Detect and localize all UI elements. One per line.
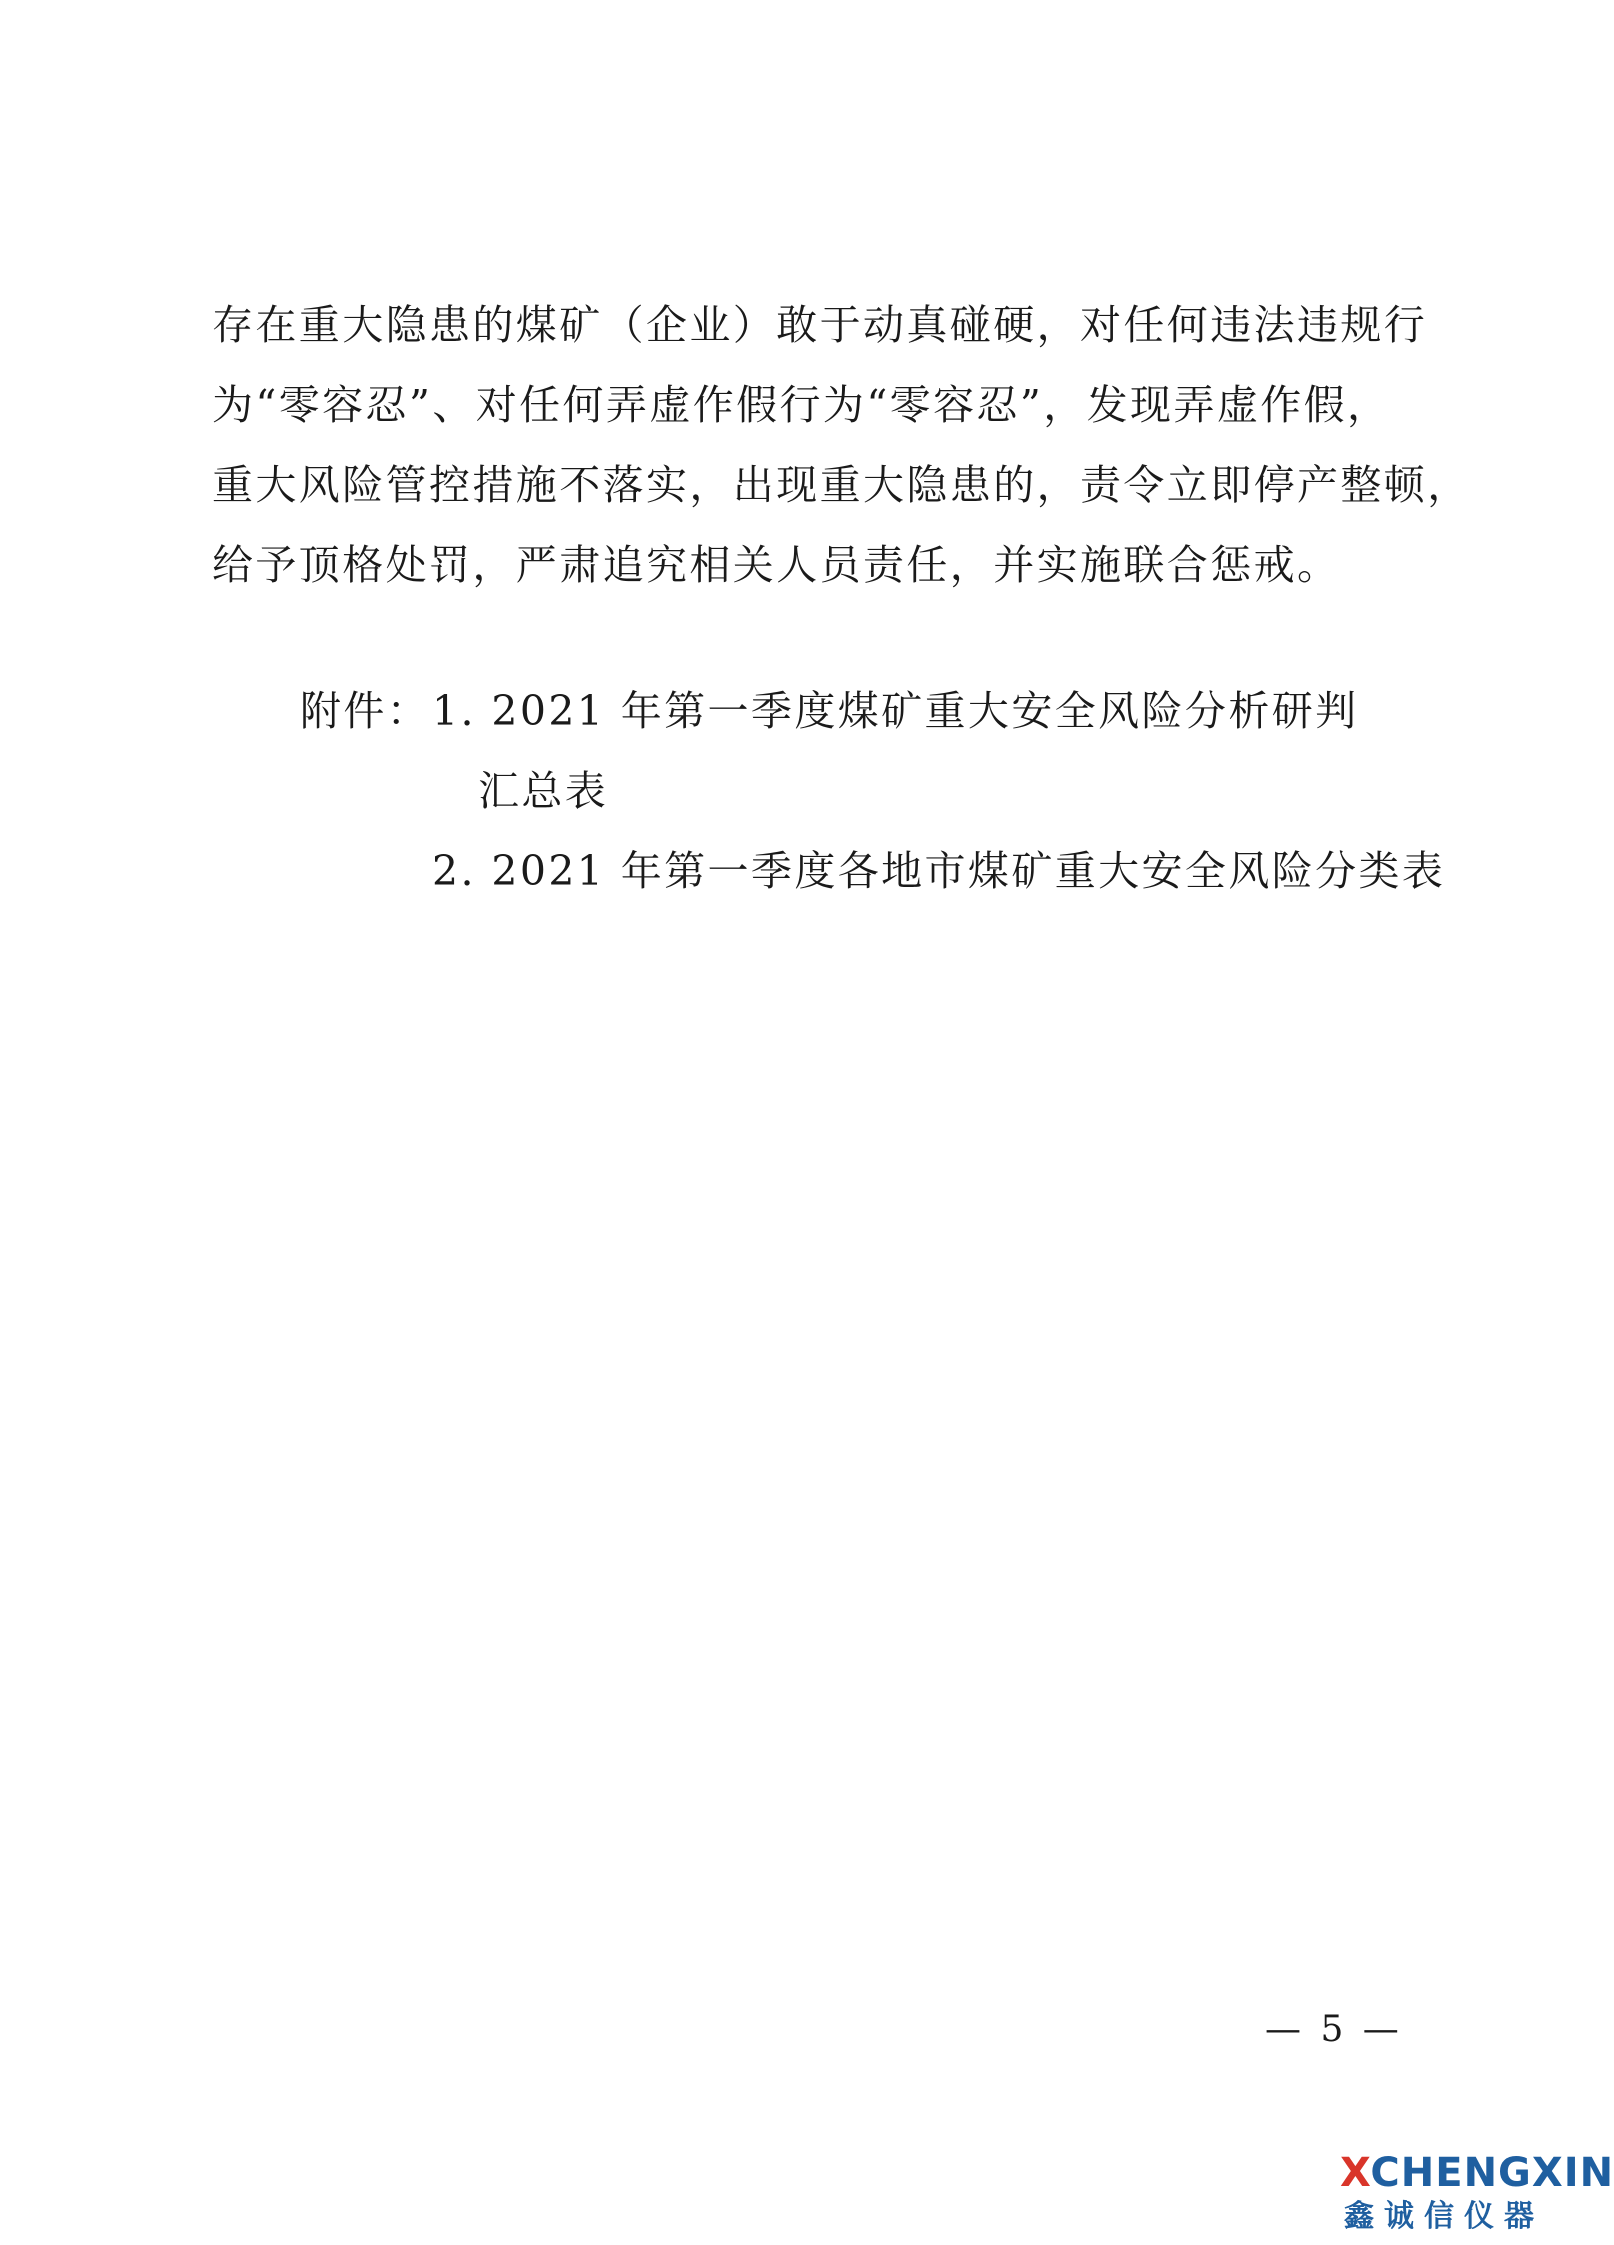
attachments-label: 附件： xyxy=(300,687,431,735)
logo-chinese-name: 鑫诚信仪器 xyxy=(1344,2199,1544,2234)
logo-x: X xyxy=(1340,2150,1371,2196)
attachment-item-1: 1. 2021 年第一季度煤矿重大安全风险分析研判 xyxy=(432,687,1359,735)
page-number: — 5 — xyxy=(1265,2009,1403,2050)
body-text-line-2: 为“零容忍”、对任何弄虚作假行为“零容忍”，发现弄虚作假， xyxy=(212,381,1391,429)
watermark-logo xyxy=(1340,2150,1614,2242)
attachment-item-1-continued: 汇总表 xyxy=(478,767,609,815)
body-text-line-1: 存在重大隐患的煤矿（企业）敢于动真碰硬，对任何违法违规行 xyxy=(212,301,1428,349)
body-text-line-4: 给予顶格处罚，严肃追究相关人员责任，并实施联合惩戒。 xyxy=(212,541,1341,589)
body-text-line-3: 重大风险管控措施不落实，出现重大隐患的，责令立即停产整顿， xyxy=(212,461,1471,509)
attachment-item-2: 2. 2021 年第一季度各地市煤矿重大安全风险分类表 xyxy=(432,847,1446,895)
logo-wordmark xyxy=(1340,2150,1614,2196)
logo-name: CHENGXIN xyxy=(1370,2150,1614,2196)
